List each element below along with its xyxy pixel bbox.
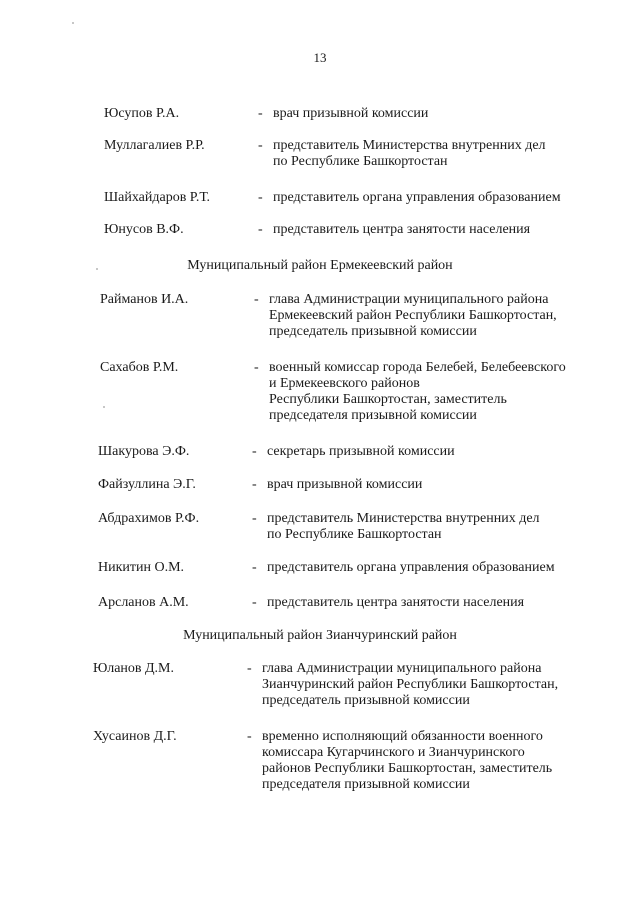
member-role: представитель органа управления образованием — [273, 190, 561, 205]
section-title: Муниципальный район Зианчуринский район — [183, 628, 457, 643]
member-name: Сахабов Р.М. — [100, 360, 179, 375]
separator-dash: - — [258, 138, 263, 153]
member-role: глава Администрации муниципального района Зианчуринский район Республики Башкортостан, председатель призывной комиссии — [262, 661, 559, 708]
separator-dash: - — [252, 477, 257, 492]
separator-dash: - — [258, 222, 263, 237]
member-role: представитель органа управления образованием — [267, 560, 555, 575]
separator-dash: - — [254, 360, 259, 375]
member-role: временно исполняющий обязанности военного комиссара Кугарчинского и Зианчуринского районов Республики Башкортостан, заместитель председателя призывной комиссии — [262, 729, 553, 792]
member-name: Муллагалиев Р.Р. — [104, 138, 205, 153]
separator-dash: - — [247, 729, 252, 744]
member-name: Райманов И.А. — [100, 292, 189, 307]
member-name: Юланов Д.М. — [93, 661, 175, 676]
scan-speck — [96, 268, 98, 270]
separator-dash: - — [247, 661, 252, 676]
scan-speck — [103, 406, 105, 408]
member-role: врач призывной комиссии — [273, 106, 429, 121]
member-name: Абдрахимов Р.Ф. — [98, 511, 200, 526]
separator-dash: - — [252, 595, 257, 610]
member-role: секретарь призывной комиссии — [267, 444, 455, 459]
member-role: военный комиссар города Белебей, Белебеевского и Ермекеевского районов Республики Башкортостан, заместитель председателя призывной комиссии — [269, 360, 566, 423]
separator-dash: - — [254, 292, 259, 307]
separator-dash: - — [258, 190, 263, 205]
member-role: представитель Министерства внутренних дел по Республике Башкортостан — [267, 511, 540, 542]
member-name: Юнусов В.Ф. — [104, 222, 184, 237]
member-role: представитель центра занятости населения — [267, 595, 525, 610]
member-name: Шайхайдаров Р.Т. — [104, 190, 210, 205]
member-name: Шакурова Э.Ф. — [98, 444, 190, 459]
member-name: Файзуллина Э.Г. — [98, 477, 196, 492]
separator-dash: - — [258, 106, 263, 121]
page-number: 13 — [313, 50, 327, 65]
member-role: представитель центра занятости населения — [273, 222, 531, 237]
member-role: врач призывной комиссии — [267, 477, 423, 492]
member-name: Юсупов Р.А. — [104, 106, 180, 121]
section-title: Муниципальный район Ермекеевский район — [187, 258, 453, 273]
separator-dash: - — [252, 560, 257, 575]
member-name: Хусаинов Д.Г. — [93, 729, 177, 744]
member-name: Арсланов А.М. — [98, 595, 189, 610]
member-role: представитель Министерства внутренних дел по Республике Башкортостан — [273, 138, 546, 169]
member-name: Никитин О.М. — [98, 560, 185, 575]
separator-dash: - — [252, 511, 257, 526]
member-role: глава Администрации муниципального района Ермекеевский район Республики Башкортостан, председатель призывной комиссии — [269, 292, 557, 339]
separator-dash: - — [252, 444, 257, 459]
scan-speck — [72, 22, 74, 24]
